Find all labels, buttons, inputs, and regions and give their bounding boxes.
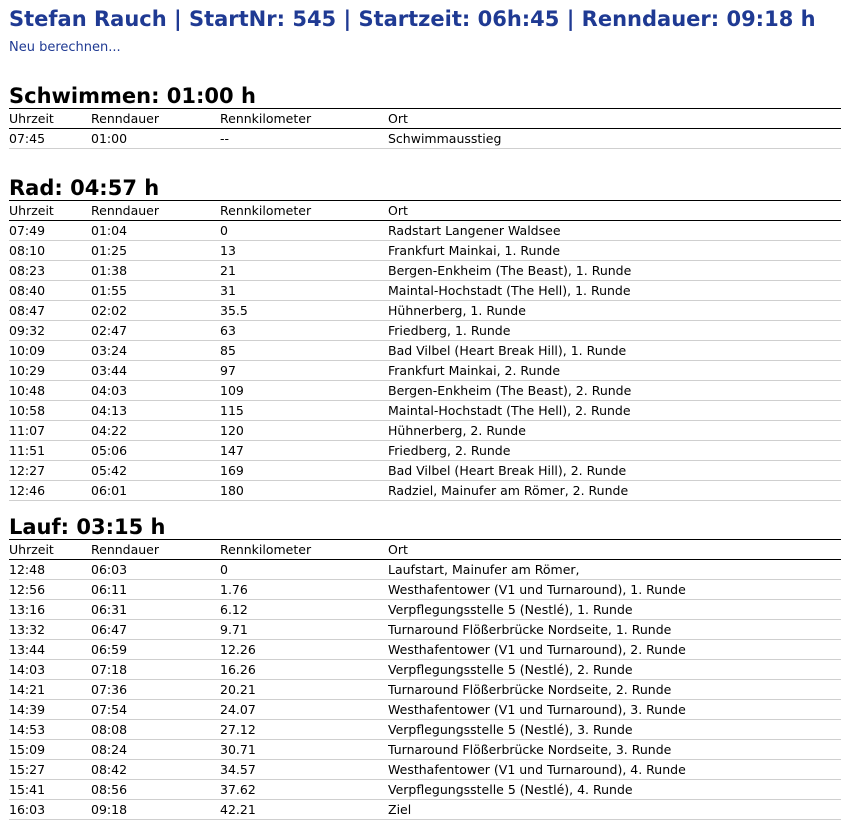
cell-km: 115 bbox=[220, 403, 244, 418]
cell-time: 12:27 bbox=[9, 463, 46, 478]
cell-place: Frankfurt Mainkai, 2. Runde bbox=[388, 363, 561, 378]
cell-place: Radziel, Mainufer am Römer, 2. Runde bbox=[388, 483, 629, 498]
cell-duration: 06:03 bbox=[91, 562, 128, 577]
cell-place: Westhafentower (V1 und Turnaround), 4. Runde bbox=[388, 762, 686, 777]
cell-time: 13:32 bbox=[9, 622, 46, 637]
column-header-place: Ort bbox=[388, 203, 408, 218]
cell-km: 13 bbox=[220, 243, 236, 258]
cell-duration: 04:03 bbox=[91, 383, 128, 398]
cell-time: 12:48 bbox=[9, 562, 46, 577]
cell-km: 0 bbox=[220, 562, 228, 577]
cell-km: 42.21 bbox=[220, 802, 256, 817]
cell-place: Turnaround Flößerbrücke Nordseite, 3. Runde bbox=[388, 742, 672, 757]
table-row bbox=[9, 560, 841, 580]
cell-place: Verpflegungsstelle 5 (Nestlé), 2. Runde bbox=[388, 662, 633, 677]
cell-place: Verpflegungsstelle 5 (Nestlé), 1. Runde bbox=[388, 602, 633, 617]
cell-duration: 04:22 bbox=[91, 423, 128, 438]
cell-km: 21 bbox=[220, 263, 236, 278]
cell-time: 07:49 bbox=[9, 223, 46, 238]
cell-place: Laufstart, Mainufer am Römer, bbox=[388, 562, 580, 577]
cell-km: 63 bbox=[220, 323, 236, 338]
column-header-km: Rennkilometer bbox=[220, 542, 312, 557]
table-row bbox=[9, 700, 841, 720]
table-body bbox=[9, 560, 841, 820]
cell-duration: 08:56 bbox=[91, 782, 128, 797]
cell-time: 12:46 bbox=[9, 483, 46, 498]
column-header-duration: Renndauer bbox=[91, 203, 160, 218]
cell-time: 15:09 bbox=[9, 742, 46, 757]
table-row bbox=[9, 361, 841, 381]
cell-time: 12:56 bbox=[9, 582, 46, 597]
cell-duration: 01:55 bbox=[91, 283, 128, 298]
section-bike bbox=[9, 176, 841, 501]
cell-km: 109 bbox=[220, 383, 244, 398]
column-header-place: Ort bbox=[388, 111, 408, 126]
table-row bbox=[9, 221, 841, 241]
cell-place: Turnaround Flößerbrücke Nordseite, 2. Runde bbox=[388, 682, 672, 697]
cell-time: 11:51 bbox=[9, 443, 46, 458]
split-table bbox=[9, 539, 841, 820]
cell-duration: 02:47 bbox=[91, 323, 128, 338]
section-title: Lauf: 03:15 h bbox=[9, 515, 166, 539]
cell-time: 10:09 bbox=[9, 343, 46, 358]
recalculate-link[interactable]: Neu berechnen... bbox=[9, 40, 121, 55]
cell-duration: 01:38 bbox=[91, 263, 128, 278]
section-title: Schwimmen: 01:00 h bbox=[9, 84, 256, 108]
table-row bbox=[9, 740, 841, 760]
cell-km: 27.12 bbox=[220, 722, 256, 737]
cell-duration: 07:54 bbox=[91, 702, 128, 717]
cell-km: 37.62 bbox=[220, 782, 256, 797]
table-row bbox=[9, 281, 841, 301]
split-table bbox=[9, 108, 841, 149]
cell-duration: 01:00 bbox=[91, 131, 128, 146]
section-swim bbox=[9, 84, 841, 149]
table-row bbox=[9, 301, 841, 321]
cell-time: 11:07 bbox=[9, 423, 46, 438]
cell-duration: 03:24 bbox=[91, 343, 128, 358]
cell-place: Westhafentower (V1 und Turnaround), 2. Runde bbox=[388, 642, 686, 657]
column-header-duration: Renndauer bbox=[91, 111, 160, 126]
cell-duration: 05:42 bbox=[91, 463, 128, 478]
cell-km: 147 bbox=[220, 443, 244, 458]
cell-km: 1.76 bbox=[220, 582, 248, 597]
table-row bbox=[9, 600, 841, 620]
table-row bbox=[9, 261, 841, 281]
cell-duration: 08:42 bbox=[91, 762, 128, 777]
split-table bbox=[9, 200, 841, 501]
cell-km: 0 bbox=[220, 223, 228, 238]
cell-time: 08:47 bbox=[9, 303, 46, 318]
column-header-time: Uhrzeit bbox=[9, 542, 54, 557]
cell-km: 30.71 bbox=[220, 742, 256, 757]
cell-place: Friedberg, 2. Runde bbox=[388, 443, 511, 458]
column-header-place: Ort bbox=[388, 542, 408, 557]
section-run bbox=[9, 515, 841, 820]
cell-place: Verpflegungsstelle 5 (Nestlé), 3. Runde bbox=[388, 722, 633, 737]
cell-place: Bergen-Enkheim (The Beast), 2. Runde bbox=[388, 383, 632, 398]
cell-km: 34.57 bbox=[220, 762, 256, 777]
cell-km: 85 bbox=[220, 343, 236, 358]
column-header-time: Uhrzeit bbox=[9, 203, 54, 218]
table-row bbox=[9, 660, 841, 680]
cell-duration: 06:11 bbox=[91, 582, 128, 597]
cell-place: Westhafentower (V1 und Turnaround), 1. Runde bbox=[388, 582, 686, 597]
cell-km: 20.21 bbox=[220, 682, 256, 697]
cell-duration: 03:44 bbox=[91, 363, 128, 378]
cell-duration: 06:01 bbox=[91, 483, 128, 498]
cell-place: Bad Vilbel (Heart Break Hill), 1. Runde bbox=[388, 343, 627, 358]
cell-duration: 01:25 bbox=[91, 243, 128, 258]
cell-time: 09:32 bbox=[9, 323, 46, 338]
cell-time: 10:29 bbox=[9, 363, 46, 378]
table-row bbox=[9, 620, 841, 640]
cell-duration: 07:36 bbox=[91, 682, 128, 697]
cell-km: 9.71 bbox=[220, 622, 248, 637]
cell-km: 180 bbox=[220, 483, 244, 498]
cell-duration: 04:13 bbox=[91, 403, 128, 418]
page-title: Stefan Rauch | StartNr: 545 | Startzeit: 06h:45 | Renndauer: 09:18 h bbox=[9, 7, 816, 31]
cell-time: 14:39 bbox=[9, 702, 46, 717]
cell-place: Friedberg, 1. Runde bbox=[388, 323, 511, 338]
cell-place: Verpflegungsstelle 5 (Nestlé), 4. Runde bbox=[388, 782, 633, 797]
cell-duration: 02:02 bbox=[91, 303, 128, 318]
table-row bbox=[9, 461, 841, 481]
cell-time: 10:58 bbox=[9, 403, 46, 418]
table-row bbox=[9, 760, 841, 780]
cell-time: 15:27 bbox=[9, 762, 46, 777]
column-header-km: Rennkilometer bbox=[220, 111, 312, 126]
cell-place: Ziel bbox=[388, 802, 412, 817]
cell-place: Hühnerberg, 2. Runde bbox=[388, 423, 526, 438]
cell-time: 08:40 bbox=[9, 283, 46, 298]
table-row bbox=[9, 481, 841, 501]
cell-place: Bergen-Enkheim (The Beast), 1. Runde bbox=[388, 263, 632, 278]
table-row bbox=[9, 640, 841, 660]
cell-duration: 05:06 bbox=[91, 443, 128, 458]
table-row bbox=[9, 441, 841, 461]
table-row bbox=[9, 580, 841, 600]
table-row bbox=[9, 381, 841, 401]
cell-duration: 09:18 bbox=[91, 802, 128, 817]
cell-time: 10:48 bbox=[9, 383, 46, 398]
table-header-row bbox=[9, 201, 841, 221]
cell-km: -- bbox=[220, 131, 230, 146]
cell-duration: 07:18 bbox=[91, 662, 128, 677]
table-header-row bbox=[9, 540, 841, 560]
table-row bbox=[9, 401, 841, 421]
table-row bbox=[9, 129, 841, 149]
cell-duration: 01:04 bbox=[91, 223, 128, 238]
cell-time: 07:45 bbox=[9, 131, 46, 146]
cell-place: Hühnerberg, 1. Runde bbox=[388, 303, 526, 318]
table-row bbox=[9, 680, 841, 700]
column-header-duration: Renndauer bbox=[91, 542, 160, 557]
cell-time: 08:10 bbox=[9, 243, 46, 258]
cell-time: 14:21 bbox=[9, 682, 46, 697]
table-header-row bbox=[9, 109, 841, 129]
cell-time: 15:41 bbox=[9, 782, 46, 797]
column-header-time: Uhrzeit bbox=[9, 111, 54, 126]
section-title: Rad: 04:57 h bbox=[9, 176, 160, 200]
column-header-km: Rennkilometer bbox=[220, 203, 312, 218]
table-row bbox=[9, 321, 841, 341]
cell-place: Westhafentower (V1 und Turnaround), 3. Runde bbox=[388, 702, 686, 717]
cell-time: 14:03 bbox=[9, 662, 46, 677]
cell-place: Bad Vilbel (Heart Break Hill), 2. Runde bbox=[388, 463, 627, 478]
cell-km: 6.12 bbox=[220, 602, 248, 617]
cell-km: 24.07 bbox=[220, 702, 256, 717]
cell-time: 14:53 bbox=[9, 722, 46, 737]
cell-place: Schwimmausstieg bbox=[388, 131, 502, 146]
cell-km: 16.26 bbox=[220, 662, 256, 677]
cell-place: Turnaround Flößerbrücke Nordseite, 1. Runde bbox=[388, 622, 672, 637]
table-row bbox=[9, 720, 841, 740]
cell-place: Radstart Langener Waldsee bbox=[388, 223, 561, 238]
table-row bbox=[9, 780, 841, 800]
cell-km: 35.5 bbox=[220, 303, 248, 318]
cell-place: Maintal-Hochstadt (The Hell), 1. Runde bbox=[388, 283, 631, 298]
table-row bbox=[9, 800, 841, 820]
cell-duration: 08:24 bbox=[91, 742, 128, 757]
table-row bbox=[9, 421, 841, 441]
table-body bbox=[9, 221, 841, 501]
cell-km: 169 bbox=[220, 463, 244, 478]
cell-duration: 06:59 bbox=[91, 642, 128, 657]
cell-km: 97 bbox=[220, 363, 236, 378]
cell-time: 08:23 bbox=[9, 263, 46, 278]
cell-km: 31 bbox=[220, 283, 236, 298]
cell-place: Maintal-Hochstadt (The Hell), 2. Runde bbox=[388, 403, 631, 418]
table-row bbox=[9, 241, 841, 261]
cell-time: 13:16 bbox=[9, 602, 46, 617]
table-body bbox=[9, 129, 841, 149]
cell-km: 120 bbox=[220, 423, 244, 438]
cell-duration: 06:47 bbox=[91, 622, 128, 637]
cell-duration: 06:31 bbox=[91, 602, 128, 617]
cell-km: 12.26 bbox=[220, 642, 256, 657]
cell-place: Frankfurt Mainkai, 1. Runde bbox=[388, 243, 561, 258]
table-row bbox=[9, 341, 841, 361]
cell-time: 13:44 bbox=[9, 642, 46, 657]
cell-duration: 08:08 bbox=[91, 722, 128, 737]
cell-time: 16:03 bbox=[9, 802, 46, 817]
